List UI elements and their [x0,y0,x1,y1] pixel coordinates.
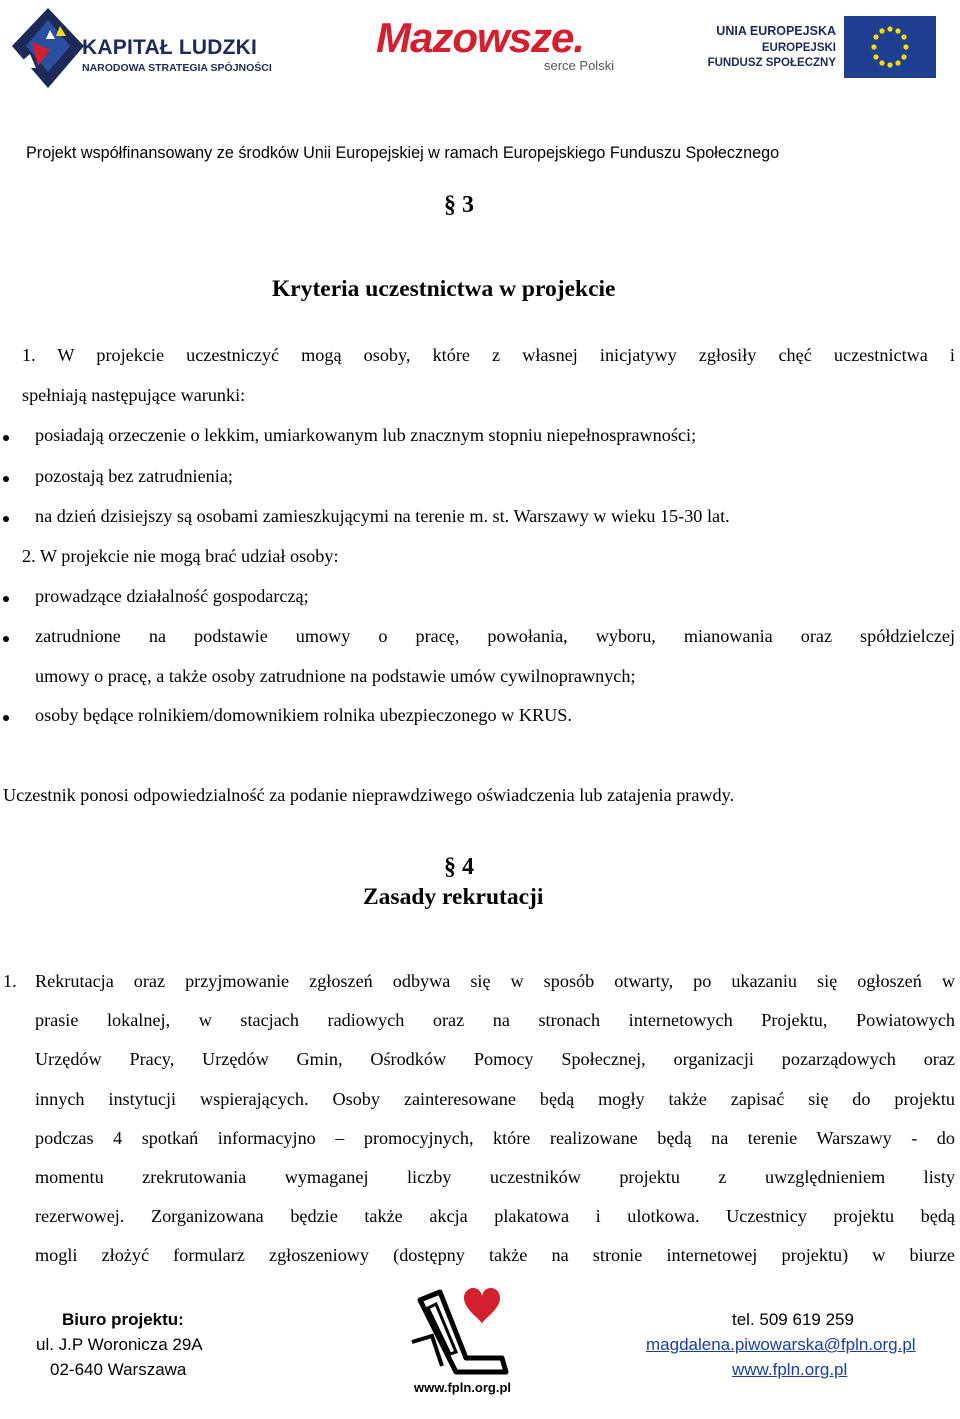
phone-number: tel. 509 619 259 [732,1310,854,1329]
website-link[interactable]: www.fpln.org.pl [732,1360,848,1379]
section-3-title: Kryteria uczestnictwa w projekcie [272,276,616,302]
kapital-ludzki-logo [10,6,280,90]
office-street: ul. J.P Woronicza 29A [36,1335,203,1354]
exclusion-bullet-2-line-1: zatrudnione na podstawie umowy o pracę, powołania, wyboru, mianowania oraz spółdzielczej [35,626,955,646]
exclusion-bullet-3: osoby będące rolnikiem/domownikiem rolnika ubezpieczonego w KRUS. [35,705,572,725]
eu-fund-line1: EUROPEJSKI [761,42,836,54]
eu-fund-line2: FUNDUSZ SPOŁECZNY [707,57,836,69]
email-link[interactable]: magdalena.piwowarska@fpln.org.pl [646,1335,916,1354]
bullet-dot [3,636,9,642]
kapital-ludzki-emblem-icon [10,6,86,90]
office-label: Biuro projektu: [62,1310,184,1329]
criteria-para-1-line-1: 1. W projekcie uczestniczyć mogą osoby, które z własnej inicjatywy zgłosiły chęć uczestnictwa i [22,345,955,365]
criteria-para-1-line-2: spełniają następujące warunki: [22,385,246,405]
bullet-dot [3,715,9,721]
recruitment-line-3: Urzędów Pracy, Urzędów Gmin, Ośrodków Pomocy Społecznej, organizacji pozarządowych oraz [35,1049,955,1069]
mazowsze-logo [372,10,642,80]
fpln-logo [406,1280,518,1404]
recruitment-line-8: mogli złożyć formularz zgłoszeniowy (dostępny także na stronie internetowej projektu) w biurze [35,1245,955,1265]
section-4-mark: § 4 [444,854,474,880]
recruitment-line-4: innych instytucji wspierających. Osoby zainteresowane będą mogły także zapisać się do projektu [35,1089,955,1109]
criteria-bullet-2: pozostają bez zatrudnienia; [35,466,233,486]
recruitment-line-6: momentu zrekrutowania wymaganej liczby uczestników projektu z uwzględnieniem listy [35,1167,955,1187]
responsibility-note: Uczestnik ponosi odpowiedzialność za podanie nieprawdziwego oświadczenia lub zatajenia prawdy. [3,785,735,805]
recruitment-line-1: Rekrutacja oraz przyjmowanie zgłoszeń odbywa się w sposób otwarty, po ukazaniu się ogłoszeń w [35,971,955,991]
cofinancing-notice: Projekt współfinansowany ze środków Unii Europejskiej w ramach Europejskiego Funduszu Społecznego [26,144,780,162]
exclusion-bullet-2-line-2: umowy o pracę, a także osoby zatrudnione na podstawie umów cywilnoprawnych; [35,666,636,686]
bullet-dot [3,435,9,441]
office-city: 02-640 Warszawa [50,1360,187,1379]
wheelchair-heart-icon [406,1280,518,1380]
recruitment-line-2: prasie lokalnej, w stacjach radiowych oraz na stronach internetowych Projektu, Powiatowych [35,1010,955,1030]
exclusion-bullet-1: prowadzące działalność gospodarczą; [35,586,309,606]
eu-flag-icon [844,16,936,78]
criteria-bullet-3: na dzień dzisiejszy są osobami zamieszkującymi na terenie m. st. Warszawy w wieku 15-30 lat. [35,506,730,526]
bullet-dot [3,476,9,482]
eu-logo [700,14,940,80]
bullet-dot [3,516,9,522]
kapital-ludzki-title: KAPITAŁ LUDZKI [82,36,258,59]
recruitment-number: 1. [3,971,17,991]
recruitment-line-5: podczas 4 spotkań informacyjno – promocyjnych, które realizowane będą na terenie Warszawy - do [35,1128,955,1148]
kapital-ludzki-subtitle: NARODOWA STRATEGIA SPÓJNOŚCI [82,62,272,74]
criteria-bullet-1: posiadają orzeczenie o lekkim, umiarkowanym lub znacznym stopniu niepełnosprawności; [35,425,697,445]
criteria-para-2: 2. W projekcie nie mogą brać udział osoby: [22,546,339,566]
section-4-title: Zasady rekrutacji [363,884,544,910]
recruitment-line-7: rezerwowej. Zorganizowana będzie także akcja plakatowa i ulotkowa. Uczestnicy projektu będą [35,1206,955,1226]
bullet-dot [3,596,9,602]
mazowsze-wordmark: Mazowsze. [376,14,585,61]
eu-title: UNIA EUROPEJSKA [716,24,836,38]
fpln-logo-url: www.fpln.org.pl [414,1380,512,1395]
mazowsze-tagline: serce Polski [544,58,615,73]
section-3-mark: § 3 [444,192,474,218]
